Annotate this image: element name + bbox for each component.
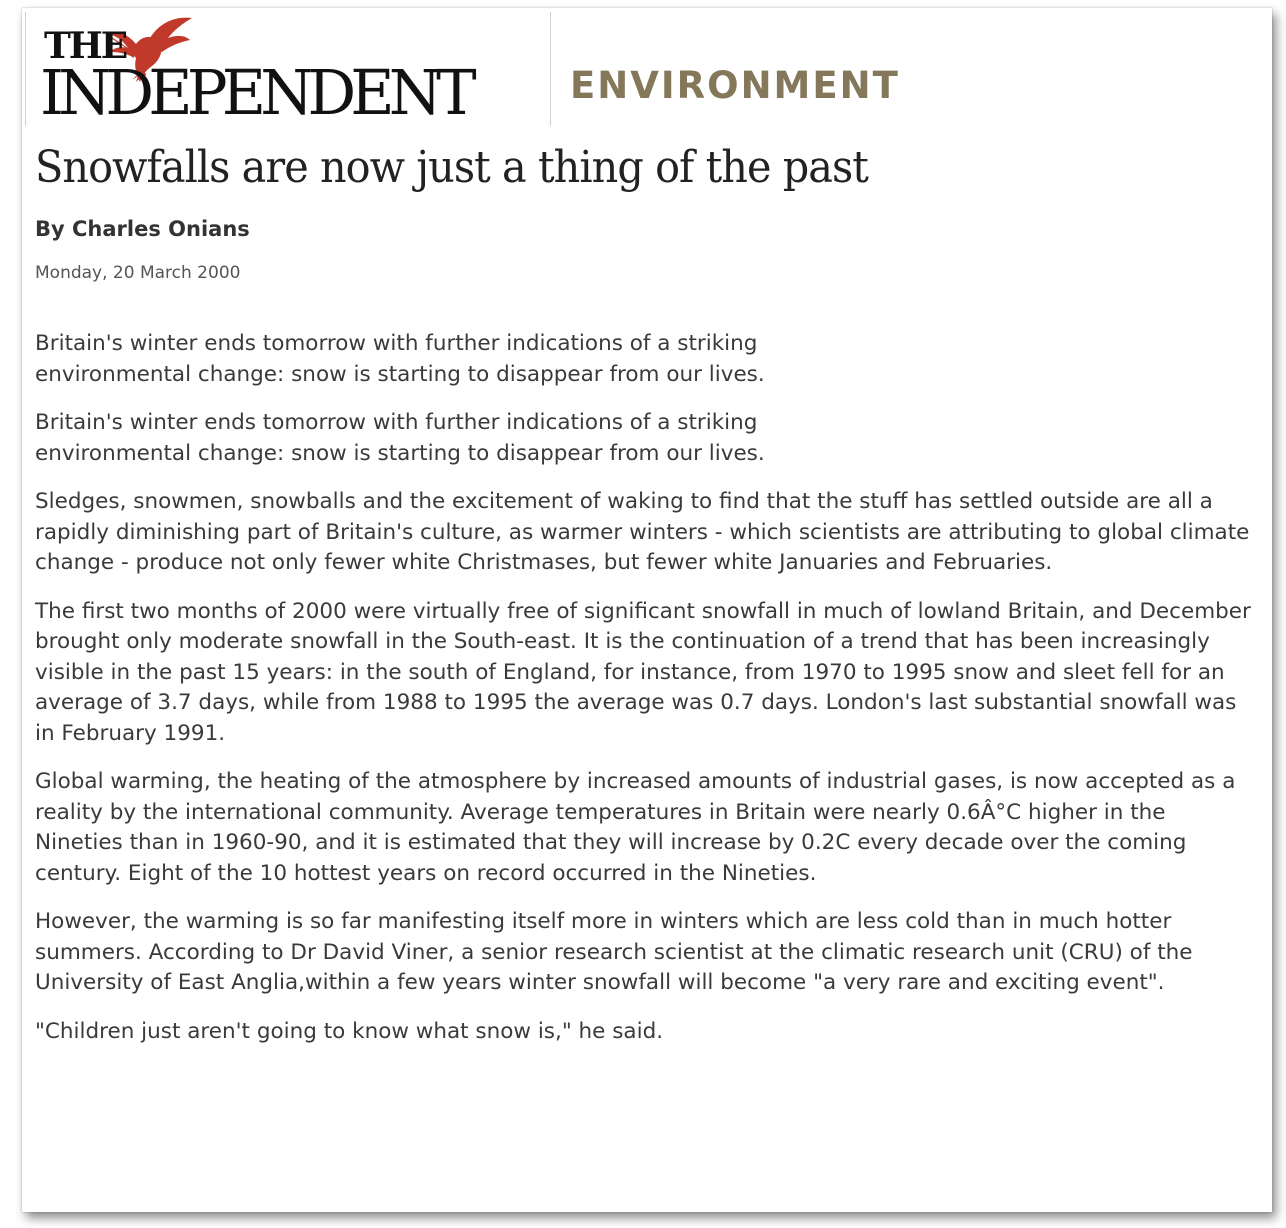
publish-date: Monday, 20 March 2000 (35, 263, 241, 283)
paragraph: The first two months of 2000 were virtually free of significant snowfall in much of lowland Britain, and December brought only moderate snowfall in the South-east. It is the continuation of a trend that has been increasingly visible in the past 15 years: in the south of England, for instance, from 1970 to 1995 snow and sleet fell for an average of 3.7 days, while from 1988 to 1995 the average was 0.7 days. London's last substantial snowfall was in February 1991. (35, 598, 1251, 746)
paragraph: "Children just aren't going to know what snow is," he said. (35, 1018, 664, 1044)
paragraph: Sledges, snowmen, snowballs and the excitement of waking to find that the stuff has settled outside are all a rapidly diminishing part of Britain's culture, as warmer winters - which scientists are attributing to global climate change - produce not only fewer white Christmases, but fewer white Januaries and Februaries. (35, 489, 1250, 575)
paragraph: Britain's winter ends tomorrow with further indications of a striking environmental change: snow is starting to disappear from our lives. (35, 410, 765, 466)
paragraph: Global warming, the heating of the atmosphere by increased amounts of industrial gases, is now accepted as a reality by the international community. Average temperatures in Britain were nearly 0.6Â°C higher in the Nineties than in 1960-90, and it is estimated that they will increase by 0.2C every decade over the coming century. Eight of the 10 hottest years on record occurred in the Nineties. (35, 769, 1236, 886)
byline: By Charles Onians (35, 217, 250, 241)
logo-wordmark: INDEPENDENT (40, 56, 471, 129)
headline: Snowfalls are now just a thing of the past (35, 142, 868, 193)
article-body (35, 329, 1255, 1047)
logo-the: THE (44, 25, 127, 67)
article-card (22, 8, 1272, 1212)
paragraph: Britain's winter ends tomorrow with further indications of a striking environmental change: snow is starting to disappear from our lives. (35, 331, 765, 387)
section-label[interactable]: ENVIRONMENT (570, 64, 900, 107)
article (35, 130, 1255, 1065)
newspaper-logo[interactable] (25, 12, 551, 129)
masthead (22, 8, 1272, 130)
paragraph: However, the warming is so far manifesting itself more in winters which are less cold than in much hotter summers. According to Dr David Viner, a senior research scientist at the climatic research unit (CRU) of the University of East Anglia,within a few years winter snowfall will become "a very rare and exciting event". (35, 909, 1193, 995)
